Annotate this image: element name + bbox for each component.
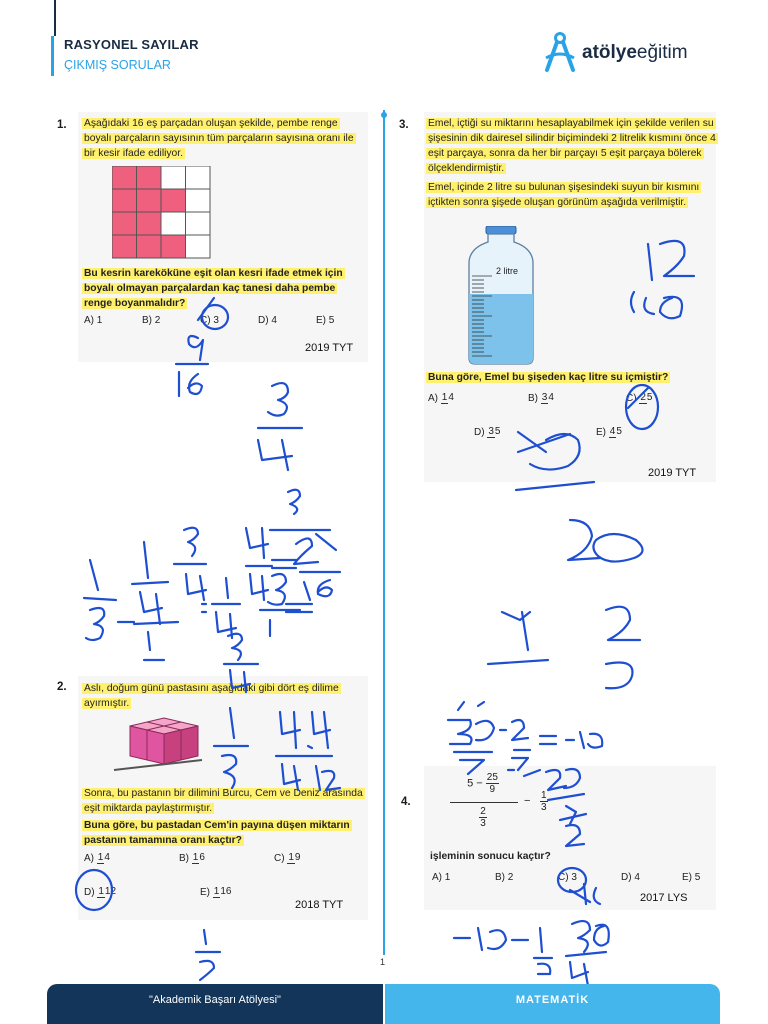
choice-c[interactable]: C) 3	[558, 872, 577, 883]
choice-b[interactable]: B) 2	[495, 872, 514, 883]
question-1-prompt: Bu kesrin kareköküne eşit olan kesri ifade etmek için boyalı olmayan parçalardan kaç tanesi daha pembe renge boyanmalıdır?	[84, 268, 343, 309]
water-bottle-figure	[466, 226, 536, 371]
choice-c[interactable]: C) 3	[200, 315, 219, 326]
choice-b[interactable]: B) 2	[142, 315, 161, 326]
choice-d[interactable]: D) 4	[258, 315, 277, 326]
logo-wordmark-light: eğitim	[636, 42, 688, 63]
question-4-number: 4.	[401, 796, 411, 808]
question-3-source: 2019 TYT	[648, 467, 697, 479]
column-divider	[383, 110, 385, 955]
question-3-text: Emel, içtiği su miktarını hesaplayabilmek için şekilde verilen su şişesinin dik dairesel silindir biçimindeki 2 litrelik kısmını önce 4 eşit parçaya, sonra da her bir parçayı 5 eşit parçaya bölerek ölçeklendirmiştir.	[428, 118, 716, 174]
choice-d[interactable]: D) 35	[474, 426, 501, 438]
question-4-prompt: işleminin sonucu kaçtır?	[430, 851, 551, 862]
question-3-text-2: Emel, içinde 2 litre su bulunan şişesindeki suyun bir kısmını içtikten sonra şişede oluşan görünüm aşağıda verilmiştir.	[428, 182, 700, 208]
header-accent-bar	[51, 36, 54, 76]
footer-subject: MATEMATİK	[515, 994, 590, 1006]
question-1-source: 2019 TYT	[305, 342, 354, 354]
choice-e[interactable]: E) 116	[200, 886, 232, 898]
choice-e[interactable]: E) 45	[596, 426, 622, 438]
choice-d[interactable]: D) 4	[621, 872, 640, 883]
choice-b[interactable]: B) 16	[179, 852, 205, 864]
choice-a[interactable]: A) 14	[84, 852, 110, 864]
question-1-number: 1.	[57, 119, 67, 131]
compass-logo-icon	[542, 32, 578, 74]
question-2-prompt: Buna göre, bu pastadan Cem'in payına düşen miktarın pastanın tamamına oranı kaçtır?	[84, 820, 350, 846]
question-3-number: 3.	[399, 119, 409, 131]
question-4-source: 2017 LYS	[640, 892, 688, 904]
choice-a[interactable]: A) 1	[432, 872, 451, 883]
question-2-number: 2.	[57, 681, 67, 693]
question-1-text: Aşağıdaki 16 eş parçadan oluşan şekilde, pembe renge boyalı parçaların sayısının tüm parçaların sayısına oranı ile bir kesir ifade ediliyor.	[84, 118, 354, 159]
brand-logo	[542, 32, 722, 76]
choice-c[interactable]: C) 19	[274, 852, 301, 864]
question-2-text-2: Sonra, bu pastanın bir dilimini Burcu, Cem ve Deniz arasında eşit miktarda paylaştırmıştır.	[84, 788, 363, 814]
page-subtitle: ÇIKMIŞ SORULAR	[64, 58, 171, 72]
logo-wordmark-bold: atölye	[582, 42, 637, 63]
question-3-choices	[428, 392, 708, 464]
choice-c[interactable]: C) 25	[626, 392, 653, 404]
choice-b[interactable]: B) 34	[528, 392, 554, 404]
choice-a[interactable]: A) 1	[84, 315, 103, 326]
column-divider-dot	[381, 112, 387, 118]
choice-e[interactable]: E) 5	[316, 315, 335, 326]
question-2-text: Aslı, doğum günü pastasını aşağıdaki gibi dört eş dilime ayırmıştır.	[84, 683, 339, 709]
header-rule	[54, 0, 56, 36]
question-3-prompt: Buna göre, Emel bu şişeden kaç litre su içmiştir?	[428, 372, 669, 383]
choice-e[interactable]: E) 5	[682, 872, 701, 883]
bottle-label: 2 litre	[496, 266, 519, 276]
page-title: RASYONEL SAYILAR	[64, 37, 199, 52]
question-1-grid-figure	[112, 166, 212, 266]
choice-d[interactable]: D) 112	[84, 886, 117, 898]
page-number: 1	[380, 957, 386, 967]
question-2-source: 2018 TYT	[295, 899, 344, 911]
question-4-expression: 5 − $\frac{25}{9}$ $\frac{2}{3}$ − $\frac{1}{3}$	[448, 772, 628, 840]
footer-slogan: "Akademik Başarı Atölyesi"	[149, 994, 281, 1006]
choice-a[interactable]: A) 14	[428, 392, 454, 404]
cake-figure	[110, 712, 205, 779]
